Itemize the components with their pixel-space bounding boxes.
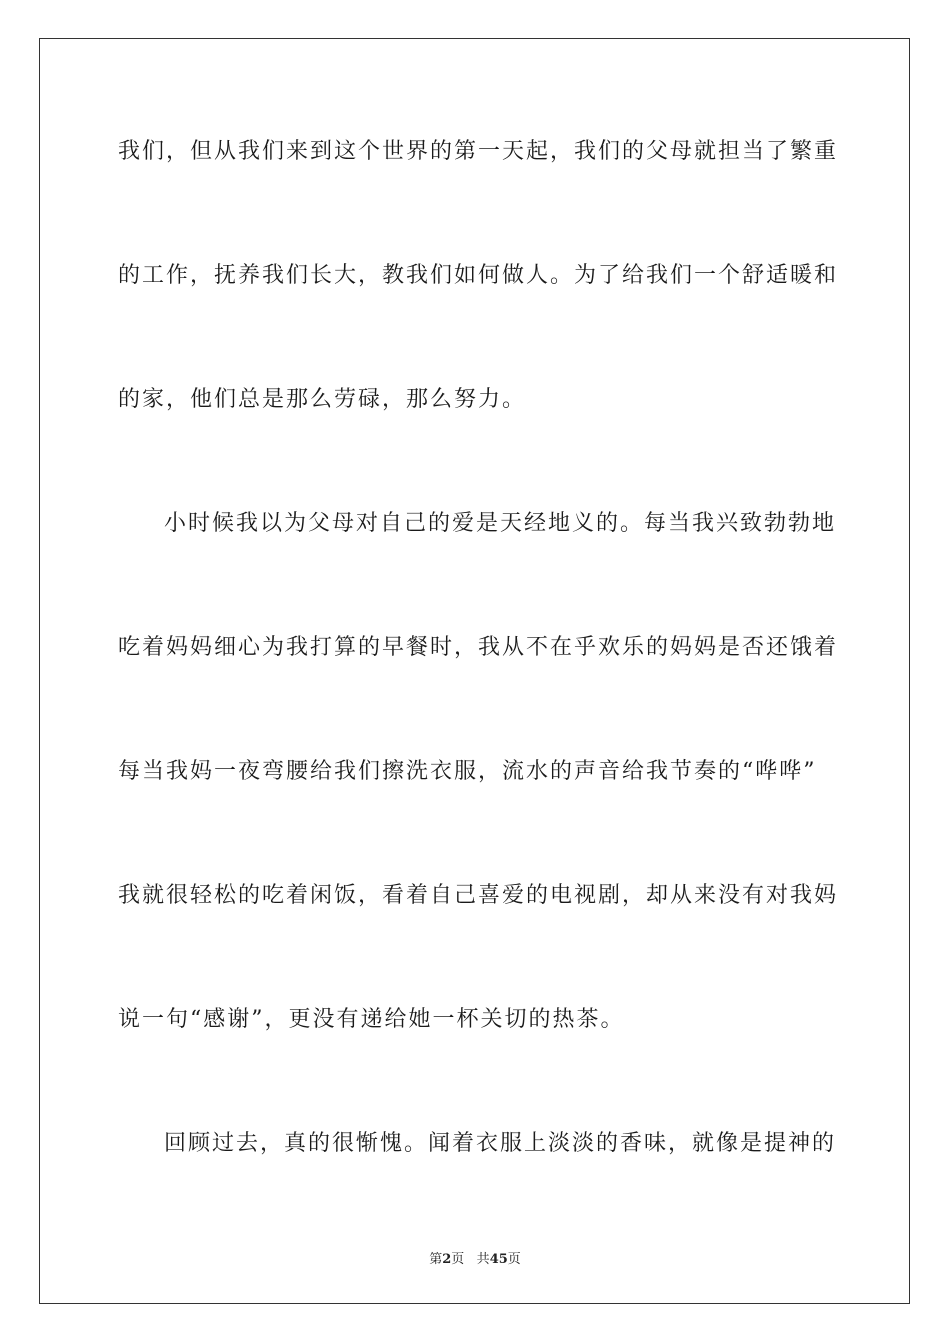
page-footer	[0, 1248, 950, 1267]
text-line-6: 每当我妈一夜弯腰给我们擦洗衣服，流水的声音给我节奏的“哗哗”	[118, 759, 817, 784]
text-line-9-paragraph-start: 回顾过去，真的很惭愧。闻着衣服上淡淡的香味，就像是提神的	[164, 1131, 837, 1156]
text-line-8: 说一句“感谢”，更没有递给她一杯关切的热茶。	[118, 1007, 625, 1032]
text-line-4-paragraph-start: 小时候我以为父母对自己的爱是天经地义的。每当我兴致勃勃地	[164, 511, 837, 536]
text-line-7: 我就很轻松的吃着闲饭，看着自己喜爱的电视剧，却从来没有对我妈	[118, 883, 839, 908]
footer-page-suffix: 页	[451, 1252, 465, 1267]
text-line-1: 我们，但从我们来到这个世界的第一天起，我们的父母就担当了繁重	[118, 139, 839, 164]
footer-page-number: 2	[442, 1252, 452, 1267]
footer-total-pages: 45	[489, 1252, 508, 1267]
footer-total-prefix: 共	[476, 1252, 490, 1267]
text-line-5: 吃着妈妈细心为我打算的早餐时，我从不在乎欢乐的妈妈是否还饿着	[118, 635, 839, 660]
page-border	[39, 38, 910, 1304]
footer-page-prefix: 第	[429, 1252, 443, 1267]
footer-total-suffix: 页	[507, 1252, 521, 1267]
text-line-3: 的家，他们总是那么劳碌，那么努力。	[118, 387, 527, 412]
text-line-2: 的工作，抚养我们长大，教我们如何做人。为了给我们一个舒适暖和	[118, 263, 839, 288]
